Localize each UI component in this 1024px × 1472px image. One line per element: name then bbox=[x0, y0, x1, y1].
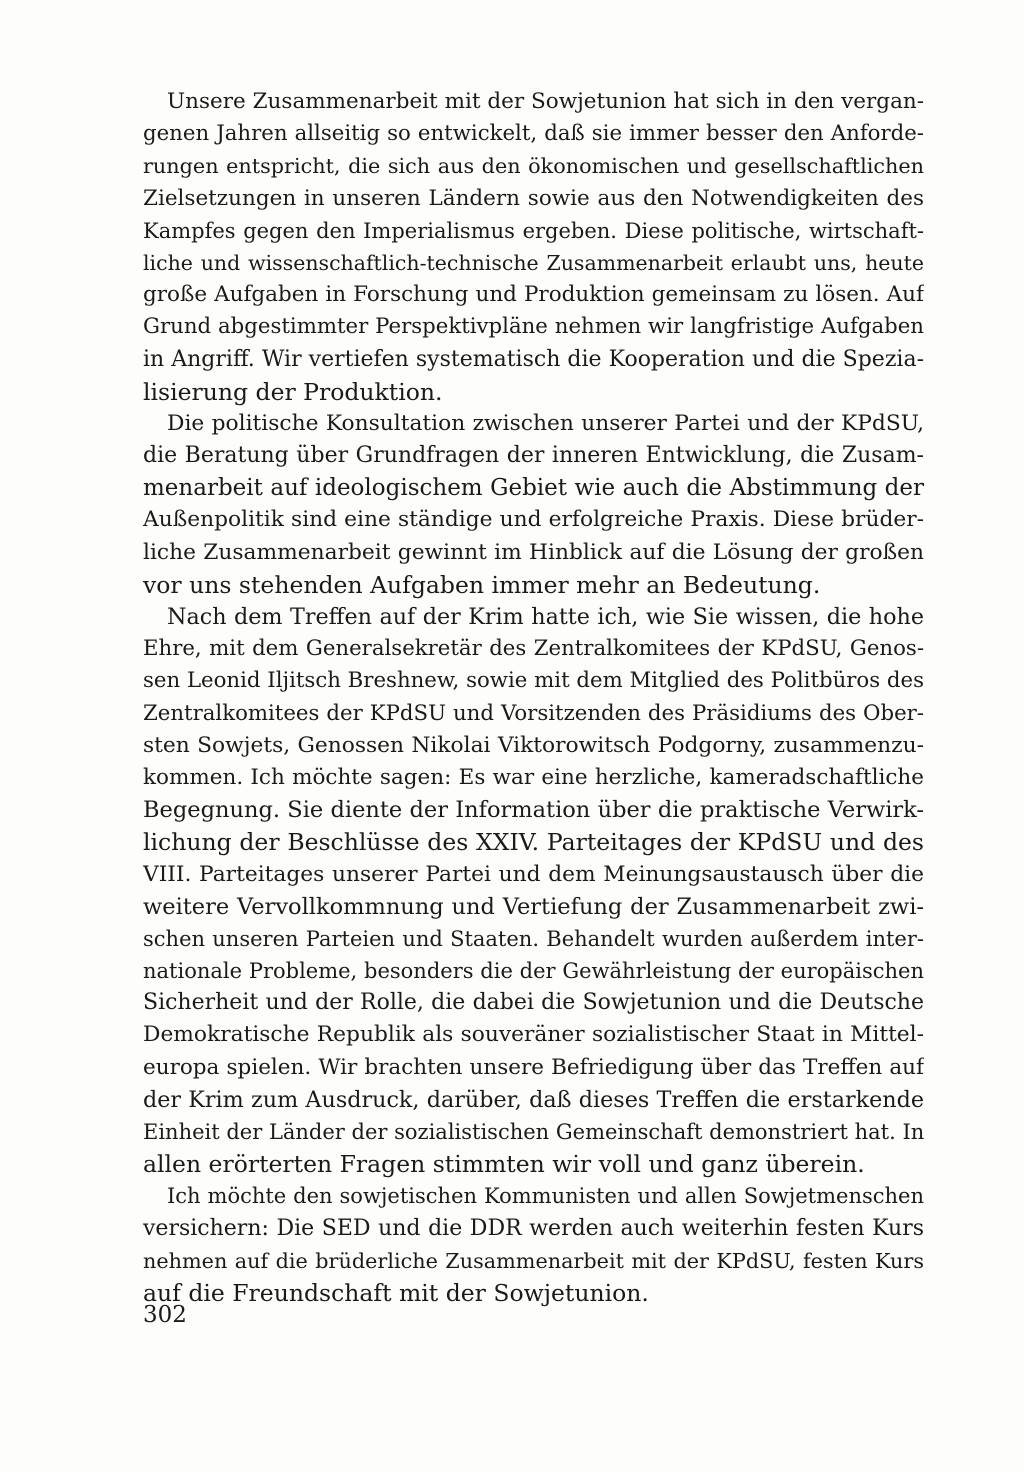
text-line: nationale Probleme, besonders die der Gewährleistung der europäischen bbox=[143, 959, 924, 984]
text-line: Kampfes gegen den Imperialismus ergeben. Diese politische, wirtschaft- bbox=[143, 218, 924, 243]
paragraph-4 bbox=[143, 1180, 924, 1309]
text-line: Grund abgestimmter Perspektivpläne nehmen wir langfristige Aufgaben bbox=[143, 314, 924, 340]
text-line: rungen entspricht, die sich aus den ökonomischen und gesellschaftlichen bbox=[143, 154, 924, 179]
text-line: genen Jahren allseitig so entwickelt, daß sie immer besser den Anforde- bbox=[143, 121, 924, 147]
text-line: vor uns stehenden Aufgaben immer mehr an Bedeutung. bbox=[143, 570, 821, 599]
text-line: allen erörterten Fragen stimmten wir voll und ganz überein. bbox=[143, 1150, 865, 1179]
text-line: kommen. Ich möchte sagen: Es war eine herzliche, kameradschaftliche bbox=[143, 764, 924, 790]
text-line: Demokratische Republik als souveräner sozialistischer Staat in Mittel- bbox=[143, 1022, 924, 1048]
page-number: 302 bbox=[143, 1302, 187, 1328]
text-line: die Beratung über Grundfragen der inneren Entwicklung, die Zusam- bbox=[143, 443, 924, 469]
text-line: Einheit der Länder der sozialistischen Gemeinschaft demonstriert hat. In bbox=[143, 1120, 924, 1144]
text-line: der Krim zum Ausdruck, darüber, daß dieses Treffen die erstarkende bbox=[143, 1086, 924, 1113]
text-line: Zentralkomitees der KPdSU und Vorsitzenden des Präsidiums des Ober- bbox=[143, 700, 924, 726]
text-line: Unsere Zusammenarbeit mit der Sowjetunion hat sich in den vergan- bbox=[167, 89, 924, 114]
text-line: Ehre, mit dem Generalsekretär des Zentralkomitees der KPdSU, Genos- bbox=[143, 636, 924, 662]
text-line: weitere Vervollkommnung und Vertiefung der Zusammenarbeit zwi- bbox=[143, 893, 924, 920]
paragraph-2 bbox=[143, 408, 924, 601]
text-line: lichung der Beschlüsse des XXIV. Parteitages der KPdSU und des bbox=[143, 828, 924, 857]
text-line: Zielsetzungen in unseren Ländern sowie aus den Notwendigkeiten des bbox=[143, 185, 924, 211]
text-line: nehmen auf die brüderliche Zusammenarbeit mit der KPdSU, festen Kurs bbox=[143, 1248, 924, 1273]
text-line: Außenpolitik sind eine ständige und erfolgreiche Praxis. Diese brüder- bbox=[143, 507, 924, 533]
body-text bbox=[143, 86, 924, 1309]
text-line: liche und wissenschaftlich-technische Zusammenarbeit erlaubt uns, heute bbox=[143, 250, 924, 275]
text-line: sten Sowjets, Genossen Nikolai Viktorowitsch Podgorny, zusammenzu- bbox=[143, 732, 924, 758]
text-line: sen Leonid Iljitsch Breshnew, sowie mit dem Mitglied des Politbüros des bbox=[143, 668, 924, 694]
text-line: schen unseren Parteien und Staaten. Behandelt wurden außerdem inter- bbox=[143, 926, 924, 951]
text-line: Nach dem Treffen auf der Krim hatte ich, wie Sie wissen, die hohe bbox=[167, 604, 924, 630]
text-line: Die politische Konsultation zwischen unserer Partei und der KPdSU, bbox=[167, 410, 924, 436]
text-line: lisierung der Produktion. bbox=[143, 377, 443, 406]
paragraph-3 bbox=[143, 601, 924, 1180]
text-line: Ich möchte den sowjetischen Kommunisten und allen Sowjetmenschen bbox=[167, 1184, 924, 1209]
text-line: europa spielen. Wir brachten unsere Befriedigung über das Treffen auf bbox=[143, 1054, 924, 1080]
text-line: auf die Freundschaft mit der Sowjetunion. bbox=[143, 1278, 649, 1307]
text-line: Begegnung. Sie diente der Information über die praktische Verwirk- bbox=[143, 797, 924, 824]
text-line: liche Zusammenarbeit gewinnt im Hinblick auf die Lösung der großen bbox=[143, 539, 924, 565]
text-line: Sicherheit und der Rolle, die dabei die Sowjetunion und die Deutsche bbox=[143, 990, 924, 1016]
paragraph-1 bbox=[143, 86, 924, 408]
text-line: versichern: Die SED und die DDR werden auch weiterhin festen Kurs bbox=[143, 1215, 924, 1241]
text-line: VIII. Parteitages unserer Partei und dem Meinungsaustausch über die bbox=[143, 861, 924, 887]
text-line: in Angriff. Wir vertiefen systematisch die Kooperation und die Spezia- bbox=[143, 346, 924, 372]
text-line: große Aufgaben in Forschung und Produktion gemeinsam zu lösen. Auf bbox=[143, 282, 924, 308]
text-line: menarbeit auf ideologischem Gebiet wie auch die Abstimmung der bbox=[143, 475, 924, 502]
